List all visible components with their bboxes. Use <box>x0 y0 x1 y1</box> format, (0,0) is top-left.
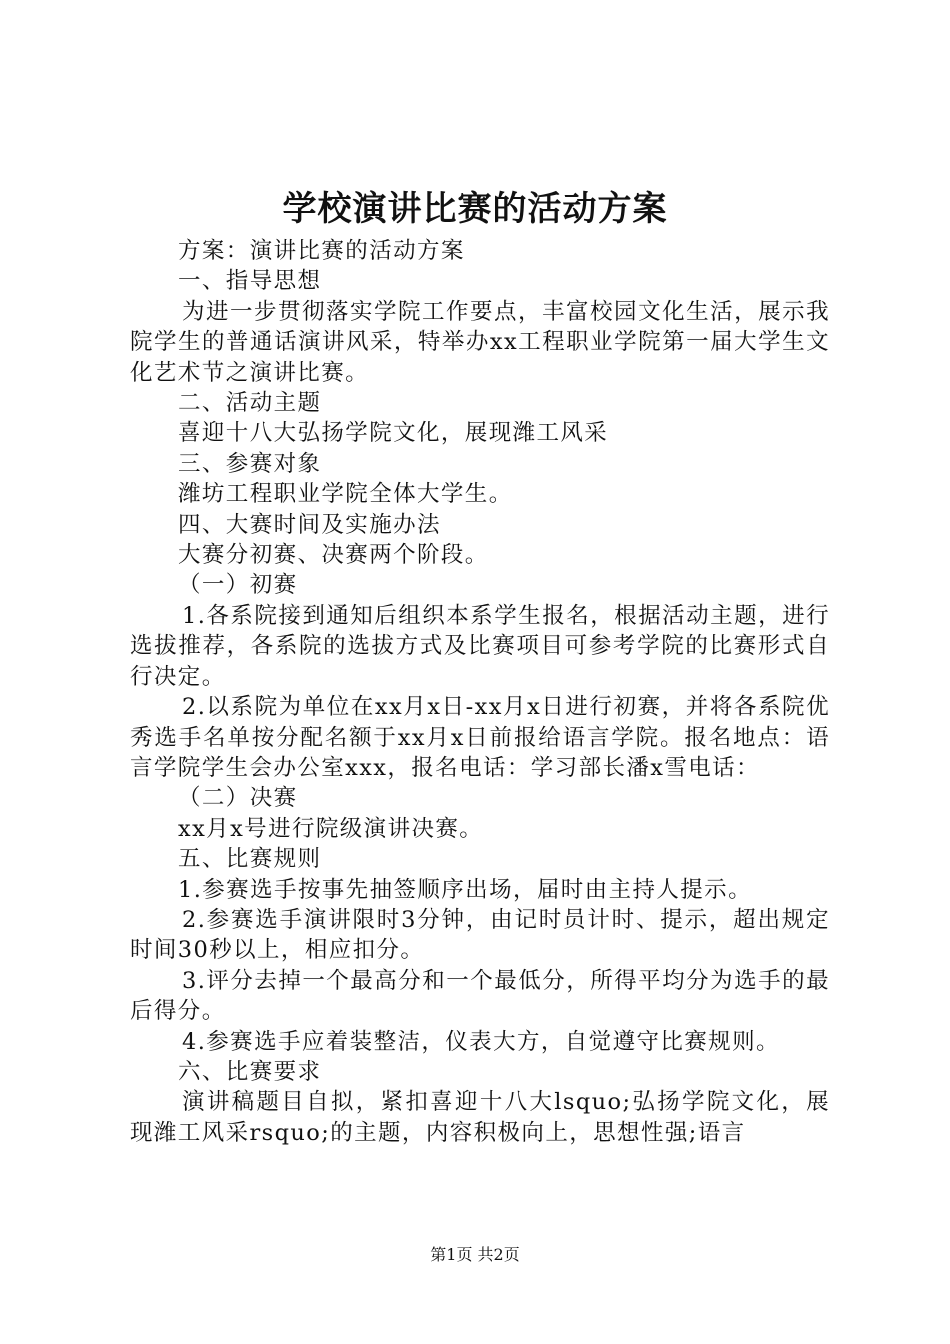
page-footer: 第1页 共2页 <box>430 1245 520 1264</box>
list-item: 1.参赛选手按事先抽签顺序出场，届时由主持人提示。 <box>178 876 752 903</box>
paragraph: 为进一步贯彻落实学院工作要点，丰富校园文化生活，展示我院学生的普通话演讲风采，特举办xx工程职业学院第一届大学生文化艺术节之演讲比赛。 <box>130 298 830 386</box>
section-heading: 二、活动主题 <box>178 390 322 417</box>
list-item: 2.参赛选手演讲限时3分钟，由记时员计时、提示，超出规定时间30秒以上，相应扣分。 <box>130 906 830 964</box>
paragraph: 喜迎十八大弘扬学院文化，展现潍工风采 <box>178 420 609 447</box>
section-heading: 六、比赛要求 <box>178 1058 322 1085</box>
paragraph: 方案：演讲比赛的活动方案 <box>178 238 465 264</box>
paragraph: 潍坊工程职业学院全体大学生。 <box>178 481 513 508</box>
list-item: 3.评分去掉一个最高分和一个最低分，所得平均分为选手的最后得分。 <box>130 967 830 1025</box>
section-heading: 四、大赛时间及实施办法 <box>178 511 441 538</box>
list-item: 4.参赛选手应着装整洁，仪表大方，自觉遵守比赛规则。 <box>182 1028 780 1055</box>
list-item: 2.以系院为单位在xx月x日-xx月x日进行初赛，并将各系院优秀选手名单按分配名额于xx月x日前报给语言学院。报名地点：语言学院学生会办公室xxx，报名电话：学习部长潘x雪电话： <box>130 694 830 781</box>
paragraph: xx月x号进行院级演讲决赛。 <box>178 815 484 842</box>
document-body <box>130 236 830 1148</box>
subsection-heading: （一）初赛 <box>178 572 298 599</box>
section-heading: 一、指导思想 <box>178 268 322 295</box>
paragraph: 大赛分初赛、决赛两个阶段。 <box>178 542 489 569</box>
subsection-heading: （二）决赛 <box>178 785 298 812</box>
section-heading: 三、参赛对象 <box>178 450 322 477</box>
list-item: 1.各系院接到通知后组织本系学生报名，根据活动主题，进行选拔推荐，各系院的选拔方式及比赛项目可参考学院的比赛形式自行决定。 <box>130 602 830 690</box>
document-title: 学校演讲比赛的活动方案 <box>282 189 668 229</box>
section-heading: 五、比赛规则 <box>178 846 322 873</box>
paragraph: 演讲稿题目自拟，紧扣喜迎十八大lsquo;弘扬学院文化，展现潍工风采rsquo;的主题，内容积极向上，思想性强;语言 <box>130 1089 830 1146</box>
